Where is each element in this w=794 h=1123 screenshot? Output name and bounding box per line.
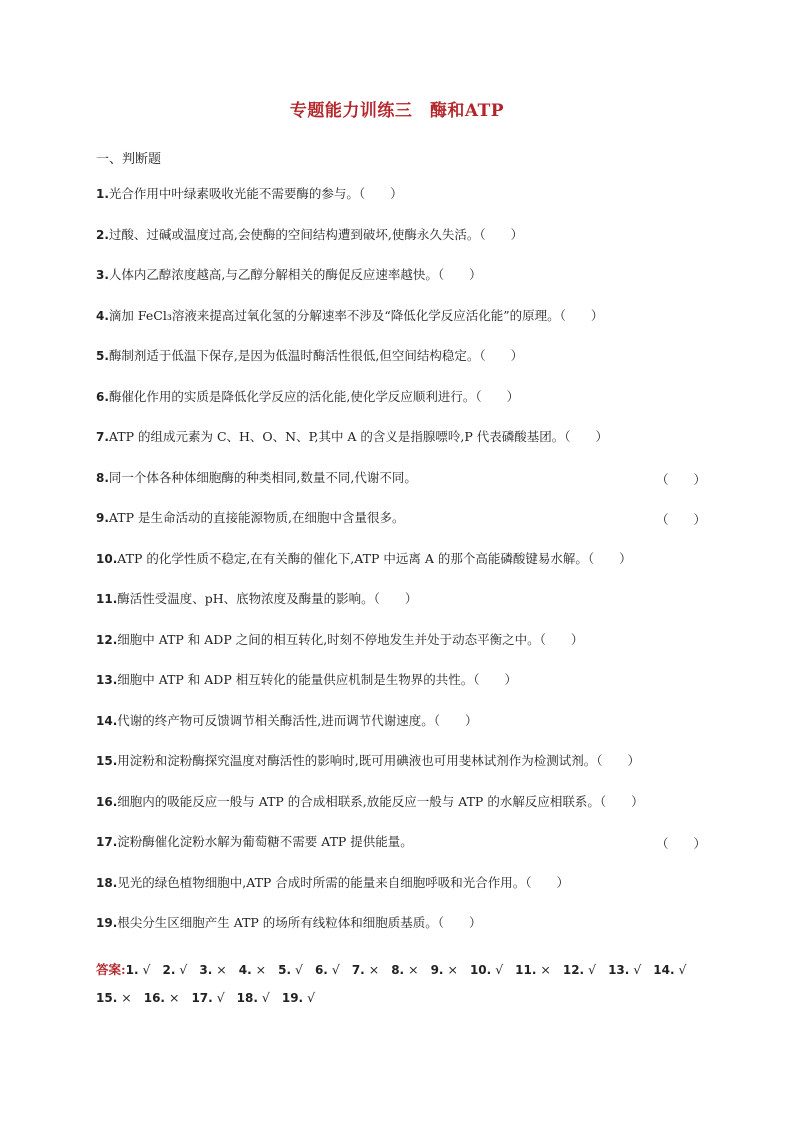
question-item [96,713,478,729]
answer-bracket: （ ） [656,472,707,487]
answer-item [515,956,551,984]
question-number: 15. [96,754,118,768]
question-item [96,834,413,850]
question-item [96,348,523,364]
answer-item [199,956,226,984]
question-item [96,429,608,445]
answer-number: 11. [515,963,537,977]
answer-mark: √ [179,962,188,977]
answer-item [162,956,187,984]
answer-mark: × [216,962,227,977]
question-item [96,915,482,931]
question-number: 4. [96,309,109,323]
answer-list [96,962,694,1005]
answer-number: 2. [162,963,176,977]
question-number: 8. [96,471,109,485]
question-item [96,591,417,607]
question-number: 9. [96,511,109,525]
answer-number: 8. [391,963,405,977]
question-text: ATP 是生命活动的直接能源物质,在细胞中含量很多。 [108,510,405,525]
question-text: 酶活性受温度、pH、底物浓度及酶量的影响。（ ） [117,591,418,606]
question-text: 滴加 FeCl₃溶液来提高过氧化氢的分解速率不涉及“降低化学反应活化能”的原理。（ ） [108,308,604,323]
question-item [96,794,644,810]
question-number: 16. [96,795,118,809]
answer-item [278,956,303,984]
question-text: 过酸、过碱或温度过高,会使酶的空间结构遭到破坏,使酶永久失活。（ ） [108,227,524,242]
question-number: 17. [96,835,118,849]
question-text: 细胞中 ATP 和 ADP 相互转化的能量供应机制是生物界的共性。（ ） [117,672,517,687]
question-text: 根尖分生区细胞产生 ATP 的场所有线粒体和细胞质基质。（ ） [117,915,482,930]
answer-mark: × [121,990,132,1005]
answer-number: 9. [430,963,444,977]
question-text: 光合作用中叶绿素吸收光能不需要酶的参与。（ ） [108,186,403,201]
question-item [96,672,517,688]
answer-mark: × [168,990,180,1005]
answer-mark: √ [588,962,597,977]
answer-number: 3. [199,963,213,977]
answer-item [237,984,270,1012]
answer-mark: × [368,962,380,977]
question-number: 12. [96,633,118,647]
answer-item [608,956,641,984]
question-item [96,551,632,567]
answer-item [282,984,315,1012]
answer-item [391,956,418,984]
question-number: 11. [96,592,118,606]
question-item [96,186,403,202]
question-number: 10. [96,552,118,566]
answer-mark: √ [495,962,504,977]
question-text: 淀粉酶催化淀粉水解为葡萄糖不需要 ATP 提供能量。 [117,834,413,849]
question-text: ATP 的组成元素为 C、H、O、N、P,其中 A 的含义是指腺嘌呤,P 代表磷酸基团。（ ） [108,429,609,444]
answer-item [126,956,151,984]
answer-number: 16. [143,991,165,1005]
question-number: 18. [96,876,118,890]
answer-number: 10. [469,963,492,977]
question-item [96,753,640,769]
answer-mark: × [255,962,267,977]
answer-item [563,956,596,984]
answer-number: 19. [281,991,304,1005]
question-item [96,389,519,405]
question-number: 6. [96,390,109,404]
answer-bracket: （ ） [656,512,707,527]
question-number: 2. [96,228,109,242]
answer-item [96,984,132,1012]
answer-mark: √ [295,962,303,977]
question-text: 酶催化作用的实质是降低化学反应的活化能,使化学反应顺利进行。（ ） [108,389,520,404]
answer-mark: √ [331,962,340,977]
question-item [96,632,583,648]
question-text: ATP 的化学性质不稳定,在有关酶的催化下,ATP 中远离 A 的那个高能磷酸键易水解。（ ） [117,551,632,566]
answer-label: 答案: [96,962,126,977]
answer-item [431,956,458,984]
answer-number: 13. [608,963,630,977]
question-number: 5. [96,349,109,363]
question-item [96,510,404,526]
question-text: 代谢的终产物可反馈调节相关酶活性,进而调节代谢速度。（ ） [117,713,478,728]
page-title: 专题能力训练三 酶和ATP [289,101,505,121]
answer-number: 5. [278,963,292,977]
answer-mark: × [447,962,458,977]
question-text: 同一个体各种体细胞酶的种类相同,数量不同,代谢不同。 [108,470,417,485]
question-text: 细胞中 ATP 和 ADP 之间的相互转化,时刻不停地发生并处于动态平衡之中。（ ） [117,632,584,647]
answer-item [144,984,180,1012]
question-text: 人体内乙醇浓度越高,与乙醇分解相关的酶促反应速率越快。（ ） [108,267,482,282]
answer-mark: × [540,962,551,977]
question-item [96,308,603,324]
answer-mark: √ [678,962,687,977]
answer-item [191,984,224,1012]
question-text: 见光的绿色植物细胞中,ATP 合成时所需的能量来自细胞呼吸和光合作用。（ ） [117,875,570,890]
question-text: 用淀粉和淀粉酶探究温度对酶活性的影响时,既可用碘液也可用斐林试剂作为检测试剂。（ ） [117,753,640,768]
answer-number: 17. [191,991,213,1005]
question-text: 酶制剂适于低温下保存,是因为低温时酶活性很低,但空间结构稳定。（ ） [108,348,524,363]
answer-number: 1. [125,963,139,977]
answer-mark: √ [216,990,225,1005]
question-item [96,227,523,243]
answer-item [239,956,266,984]
question-number: 1. [96,187,109,201]
answer-number: 7. [351,963,365,977]
answer-item [315,956,340,984]
question-number: 7. [96,430,109,444]
question-text: 细胞内的吸能反应一般与 ATP 的合成相联系,放能反应一般与 ATP 的水解反应相联系。（ ） [117,794,644,809]
answer-mark: √ [261,990,270,1005]
answer-number: 6. [314,963,328,977]
answer-mark: √ [633,962,642,977]
question-item [96,470,417,486]
answer-item [352,956,379,984]
answer-number: 4. [238,963,252,977]
answer-number: 12. [562,963,585,977]
answer-item [470,956,503,984]
answer-item [653,956,686,984]
question-item [96,875,569,891]
question-number: 14. [96,714,118,728]
answer-number: 14. [653,963,675,977]
answer-mark: × [408,962,419,977]
answer-bracket: （ ） [656,836,707,851]
answer-number: 15. [96,991,118,1005]
question-number: 19. [96,916,118,930]
question-number: 3. [96,268,109,282]
answer-block [96,956,716,1012]
answer-mark: √ [307,990,316,1005]
question-number: 13. [96,673,118,687]
section-heading: 一、判断题 [96,152,162,167]
answer-mark: √ [142,962,151,977]
question-item [96,267,482,283]
answer-number: 18. [236,991,258,1005]
